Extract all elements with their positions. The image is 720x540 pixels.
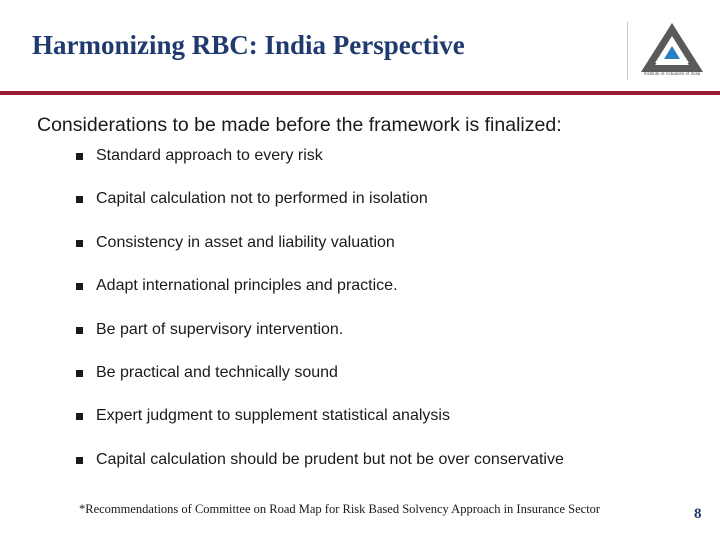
bullet-item [76, 277, 564, 320]
square-bullet-icon [76, 327, 83, 334]
footnote: *Recommendations of Committee on Road Map for Risk Based Solvency Approach in Insurance Sector [79, 502, 601, 516]
bullet-text: Capital calculation should be prudent but not be over conservative [96, 450, 564, 468]
bullet-text: Consistency in asset and liability valuation [96, 233, 395, 251]
square-bullet-icon [76, 283, 83, 290]
bullet-text: Expert judgment to supplement statistical analysis [96, 407, 450, 425]
bullet-item [76, 451, 564, 494]
bullet-item [76, 234, 564, 277]
bullet-list [76, 147, 564, 494]
bullet-text: Adapt international principles and practice. [96, 277, 398, 295]
bullet-item [76, 147, 564, 190]
header-rule [0, 91, 720, 95]
bullet-text: Capital calculation not to performed in isolation [96, 190, 428, 208]
bullet-text: Standard approach to every risk [96, 147, 323, 164]
page-number: 8 [694, 506, 702, 522]
square-bullet-icon [76, 240, 83, 247]
square-bullet-icon [76, 413, 83, 420]
square-bullet-icon [76, 370, 83, 377]
slide-title: Harmonizing RBC: India Perspective [32, 30, 465, 60]
bullet-item [76, 407, 564, 450]
intro-text: Considerations to be made before the framework is finalized: [37, 114, 562, 136]
bullet-text: Be practical and technically sound [96, 363, 338, 381]
square-bullet-icon [76, 153, 83, 160]
square-bullet-icon [76, 196, 83, 203]
bullet-text: Be part of supervisory intervention. [96, 320, 344, 338]
bullet-item [76, 321, 564, 364]
square-bullet-icon [76, 457, 83, 464]
logo-caption: Institute of Actuaries of India [643, 71, 701, 76]
bullet-item [76, 364, 564, 407]
logo-divider [627, 22, 628, 80]
bullet-item [76, 190, 564, 233]
